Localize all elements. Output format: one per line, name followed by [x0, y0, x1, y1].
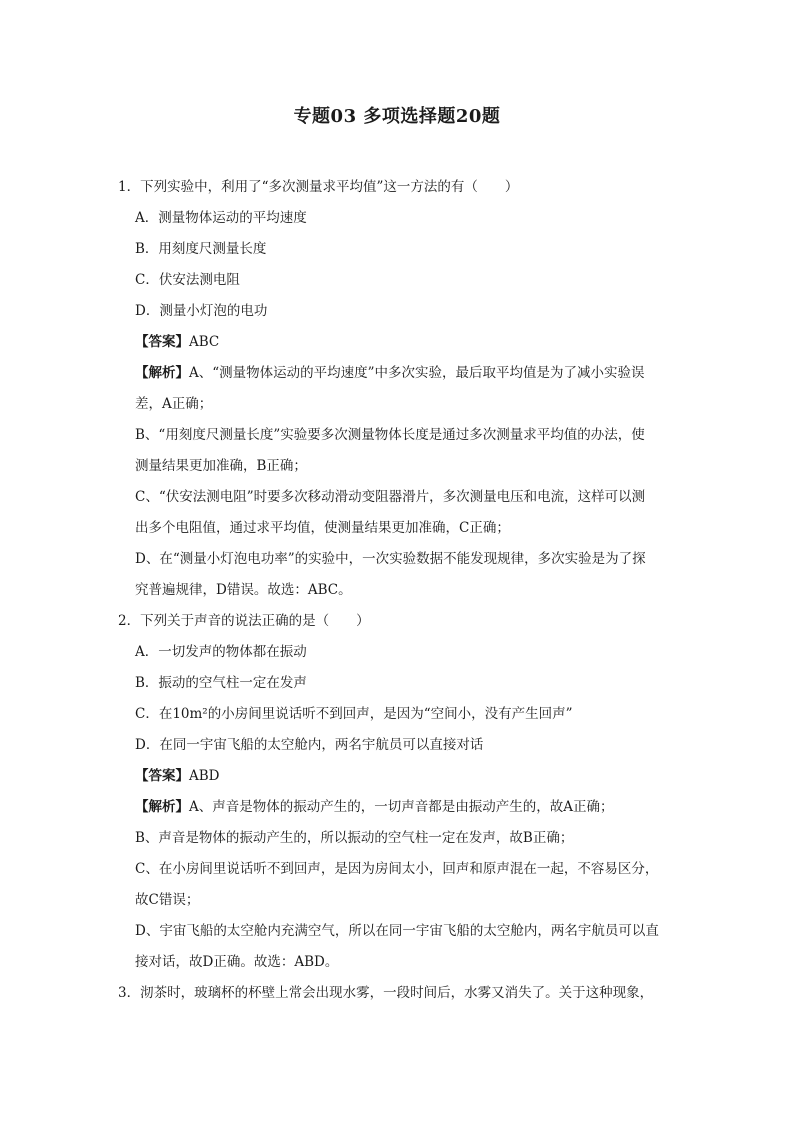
analysis-line: D、在“测量小灯泡电功率”的实验中，一次实验数据不能发现规律，多次实验是为了探 — [135, 551, 646, 567]
analysis-line: 出多个电阻值，通过求平均值，使测量结果更加准确，C正确； — [135, 520, 510, 536]
analysis-line — [118, 792, 690, 823]
option-b: B．用刻度尺测量长度 — [135, 241, 267, 257]
analysis-text: A、“测量物体运动的平均速度”中多次实验，最后取平均值是为了减小实验误 — [189, 365, 645, 381]
answer-line — [118, 327, 690, 358]
option-c: C．在10m²的小房间里说话听不到回声，是因为“空间小，没有产生回声” — [135, 706, 573, 722]
analysis-line: 测量结果更加准确，B正确； — [135, 458, 307, 474]
analysis-line — [118, 358, 690, 389]
analysis-line: 差，A正确； — [135, 396, 213, 412]
answer-label: 【答案】 — [135, 768, 189, 784]
analysis-line: C、“伏安法测电阻”时要多次移动滑动变阻器滑片，多次测量电压和电流，这样可以测 — [135, 489, 646, 505]
analysis-line: 究普遍规律，D错误。故选：ABC。 — [135, 582, 352, 598]
answer-value: ABD — [189, 768, 220, 784]
option-a: A．测量物体运动的平均速度 — [135, 210, 307, 226]
answer-line — [118, 761, 690, 792]
question-stem: 2．下列关于声音的说法正确的是（ ） — [118, 613, 370, 629]
analysis-text: A、声音是物体的振动产生的，一切声音都是由振动产生的，故A正确； — [189, 799, 614, 815]
option-d: D．在同一宇宙飞船的太空舱内，两名宇航员可以直接对话 — [135, 737, 484, 753]
page-title: 专题03 多项选择题20题 — [293, 106, 501, 127]
analysis-line: B、声音是物体的振动产生的，所以振动的空气柱一定在发声，故B正确； — [135, 830, 574, 846]
option-a: A．一切发声的物体都在振动 — [135, 644, 307, 660]
question-stem: 3．沏茶时，玻璃杯的杯壁上常会出现水雾，一段时间后，水雾又消失了。关于这种现象， — [118, 985, 654, 1001]
analysis-line: 故C错误； — [135, 892, 200, 908]
analysis-line: C、在小房间里说话听不到回声，是因为房间太小，回声和原声混在一起，不容易区分， — [135, 861, 659, 877]
analysis-label: 【解析】 — [135, 799, 189, 815]
question-stem: 1．下列实验中，利用了“多次测量求平均值”这一方法的有（ ） — [118, 179, 519, 195]
option-b: B．振动的空气柱一定在发声 — [135, 675, 307, 691]
analysis-line: 接对话，故D正确。故选：ABD。 — [135, 954, 339, 970]
option-c: C．伏安法测电阻 — [135, 272, 240, 288]
question-list — [118, 172, 690, 1009]
analysis-line: D、宇宙飞船的太空舱内充满空气，所以在同一宇宙飞船的太空舱内，两名宇航员可以直 — [135, 923, 659, 939]
answer-value: ABC — [189, 334, 220, 350]
answer-label: 【答案】 — [135, 334, 189, 350]
analysis-label: 【解析】 — [135, 365, 189, 381]
analysis-line: B、“用刻度尺测量长度”实验要多次测量物体长度是通过多次测量求平均值的办法，使 — [135, 427, 645, 443]
option-d: D．测量小灯泡的电功 — [135, 303, 268, 319]
